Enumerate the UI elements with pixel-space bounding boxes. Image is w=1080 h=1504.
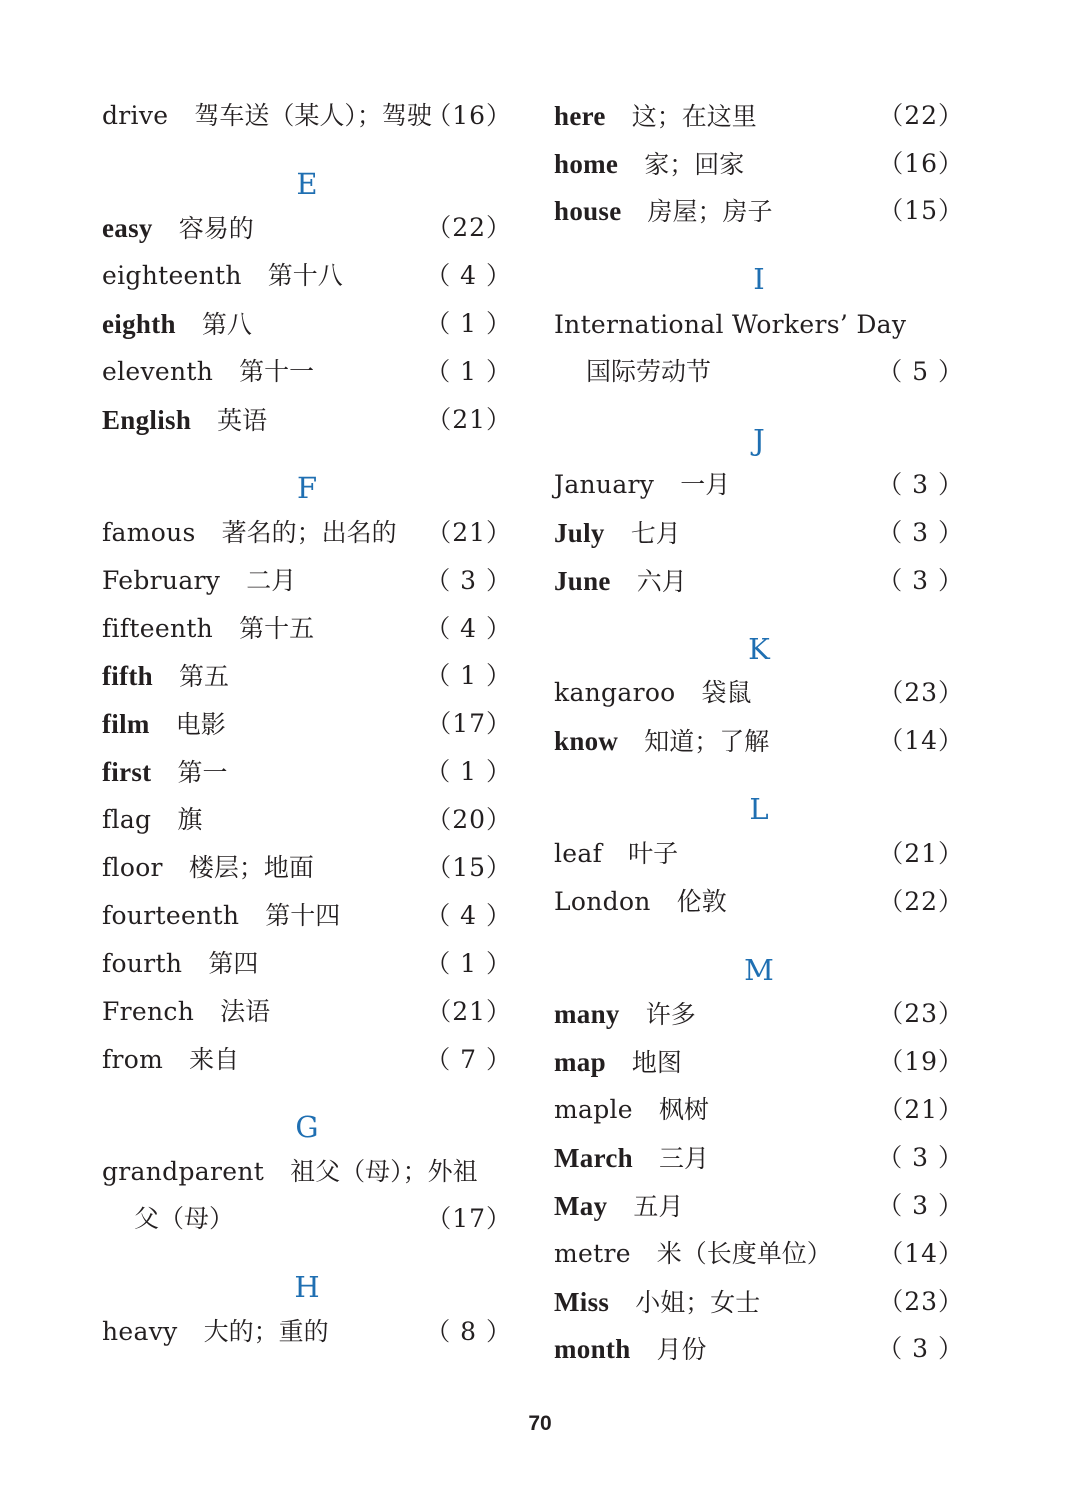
entry-famous [102,513,512,553]
entry-meaning: 叶子 [628,839,679,868]
entry-film [102,704,512,744]
entry-meaning: 五月 [633,1192,684,1221]
entry-page: （ 3 ） [425,566,512,595]
page-number: 70 [528,1412,552,1435]
entry-word: flag [102,805,152,834]
entry-heavy [102,1312,512,1352]
entry-meaning: 三月 [658,1144,709,1173]
entry-meaning: 容易的 [178,214,254,243]
entry-meaning: 第十八 [267,261,343,290]
entry-meaning: 国际劳动节 [586,357,712,386]
entry-meaning: 驾车送（某人）；驾驶 [194,101,432,130]
entry-meaning: 地图 [631,1048,682,1077]
entry-page: （17） [426,709,512,738]
entry-meaning-continued: 父（母） [134,1204,235,1233]
entry-word: March [554,1143,633,1173]
entry-word: floor [102,853,163,882]
entry-page: （22） [878,887,964,916]
entry-word: January [554,470,655,499]
entry-word: famous [102,518,196,547]
entry-word: here [554,101,606,131]
entry-word: fifteenth [102,614,214,643]
entry-february [102,561,512,601]
entry-page: （21） [878,839,964,868]
entry-word: fourth [102,949,183,978]
entry-page: （22） [426,213,512,242]
entry-word: drive [102,101,169,130]
entry-page: （ 1 ） [425,757,512,786]
entry-meaning: 许多 [645,1000,696,1029]
entry-page: （17） [426,1204,512,1233]
entry-word: eighteenth [102,261,242,290]
entry-word: leaf [554,839,603,868]
entry-word: Miss [554,1287,610,1317]
entry-page: （ 3 ） [877,1191,964,1220]
entry-page: （ 3 ） [877,1334,964,1363]
entry-fourteenth [102,896,512,936]
entry-page: （19） [878,1047,964,1076]
entry-miss [554,1282,964,1322]
entry-meaning: 旗 [177,805,203,834]
entry-word: heavy [102,1317,178,1346]
entry-word: fourteenth [102,901,240,930]
entry-meaning: 英语 [217,406,268,435]
entry-first [102,752,512,792]
entry-word: June [554,566,611,596]
entry-meaning: 知道；了解 [644,727,770,756]
entry-grandparent [102,1152,512,1192]
entry-house [554,191,964,231]
entry-page: （ 3 ） [877,566,964,595]
entry-eighteenth [102,256,512,296]
entry-may [554,1186,964,1226]
entry-page: （ 1 ） [425,949,512,978]
entry-january [554,465,964,505]
entry-page: （ 7 ） [425,1045,512,1074]
entry-page: （15） [878,196,964,225]
entry-meaning: 第四 [208,949,259,978]
entry-word: kangaroo [554,678,676,707]
entry-meaning: 大的；重的 [203,1317,329,1346]
entry-page: （21） [426,518,512,547]
entry-word: first [102,757,152,787]
entry-meaning: 袋鼠 [701,678,752,707]
entry-meaning: 第十四 [265,901,341,930]
entry-page: （14） [878,1239,964,1268]
entry-page: （23） [878,678,964,707]
entry-page: （23） [878,1287,964,1316]
entry-meaning: 一月 [680,470,731,499]
entry-map [554,1042,964,1082]
entry-page: （15） [426,853,512,882]
entry-meaning: 楼层；地面 [188,853,314,882]
entry-page: （ 3 ） [877,518,964,547]
entry-meaning: 第十一 [239,357,315,386]
entry-page: （ 4 ） [425,901,512,930]
entry-meaning: 米（长度单位） [656,1239,832,1268]
entry-meaning: 伦敦 [676,887,727,916]
entry-page: （ 5 ） [877,357,964,386]
entry-page: （16） [426,101,512,130]
entry-word: many [554,999,620,1029]
entry-leaf [554,834,964,874]
entry-word: month [554,1334,631,1364]
entry-page: （16） [878,149,964,178]
entry-metre [554,1234,964,1274]
entry-meaning: 来自 [189,1045,240,1074]
entry-eighth [102,304,512,344]
section-letter-j: J [753,423,765,457]
entry-meaning: 法语 [220,997,271,1026]
entry-english [102,400,512,440]
section-letter-i: I [753,262,765,296]
entry-page: （21） [426,405,512,434]
entry-meaning: 第十五 [239,614,315,643]
entry-easy [102,208,512,248]
entry-word: eleventh [102,357,214,386]
entry-word: home [554,149,619,179]
entry-word: easy [102,213,153,243]
entry-word: July [554,518,605,548]
entry-page: （21） [878,1095,964,1124]
entry-page: （ 3 ） [877,1143,964,1172]
entry-meaning: 月份 [656,1335,707,1364]
entry-fourth [102,944,512,984]
entry-french [102,992,512,1032]
entry-page: （21） [426,997,512,1026]
section-letter-e: E [296,167,318,201]
entry-international-workers-day-cont [554,352,964,392]
entry-grandparent-cont [102,1199,512,1239]
entry-page: （20） [426,805,512,834]
section-letter-l: L [749,792,769,826]
entry-word: maple [554,1095,633,1124]
entry-fifteenth [102,609,512,649]
entry-know [554,721,964,761]
entry-page: （14） [878,726,964,755]
entry-word: International Workers’ Day [554,310,907,339]
entry-floor [102,848,512,888]
entry-kangaroo [554,673,964,713]
entry-july [554,513,964,553]
section-letter-m: M [744,953,774,987]
entry-meaning: 小姐；女士 [635,1288,761,1317]
entry-meaning: 电影 [175,710,226,739]
entry-month [554,1329,964,1369]
entry-meaning: 第一 [177,758,228,787]
section-letter-h: H [294,1270,320,1304]
entry-page: （ 1 ） [425,661,512,690]
entry-word: house [554,196,622,226]
entry-page: （ 4 ） [425,614,512,643]
entry-meaning: 六月 [636,567,687,596]
entry-word: film [102,709,150,739]
entry-meaning: 著名的；出名的 [221,518,397,547]
entry-here [554,96,964,136]
entry-meaning: 二月 [246,566,297,595]
entry-word: from [102,1045,164,1074]
section-letter-g: G [295,1110,319,1144]
entry-page: （ 3 ） [877,470,964,499]
entry-meaning: 祖父（母）；外祖 [290,1157,478,1186]
section-letter-f: F [296,471,318,505]
entry-word: English [102,405,192,435]
entry-london [554,882,964,922]
entry-meaning: 七月 [630,519,681,548]
entry-meaning: 房屋；房子 [647,197,773,226]
entry-june [554,561,964,601]
entry-word: fifth [102,661,153,691]
entry-page: （23） [878,999,964,1028]
entry-page: （ 1 ） [425,309,512,338]
entry-march [554,1138,964,1178]
entry-meaning: 家；回家 [644,150,745,179]
entry-drive [102,96,512,136]
entry-page: （ 8 ） [425,1317,512,1346]
entry-word: French [102,997,195,1026]
entry-word: map [554,1047,606,1077]
entry-meaning: 枫树 [658,1095,709,1124]
entry-eleventh [102,352,512,392]
entry-meaning: 这；在这里 [631,102,757,131]
entry-from [102,1040,512,1080]
entry-meaning: 第五 [179,662,230,691]
entry-many [554,994,964,1034]
entry-international-workers-day [554,305,964,345]
entry-word: know [554,726,619,756]
entry-word: London [554,887,651,916]
entry-word: eighth [102,309,176,339]
entry-word: May [554,1191,608,1221]
entry-word: February [102,566,221,595]
entry-word: metre [554,1239,631,1268]
entry-meaning: 第八 [201,310,252,339]
entry-word: grandparent [102,1157,265,1186]
entry-page: （ 1 ） [425,357,512,386]
entry-flag [102,800,512,840]
entry-maple [554,1090,964,1130]
section-letter-k: K [748,632,770,666]
entry-page: （22） [878,101,964,130]
entry-home [554,144,964,184]
entry-fifth [102,656,512,696]
entry-page: （ 4 ） [425,261,512,290]
